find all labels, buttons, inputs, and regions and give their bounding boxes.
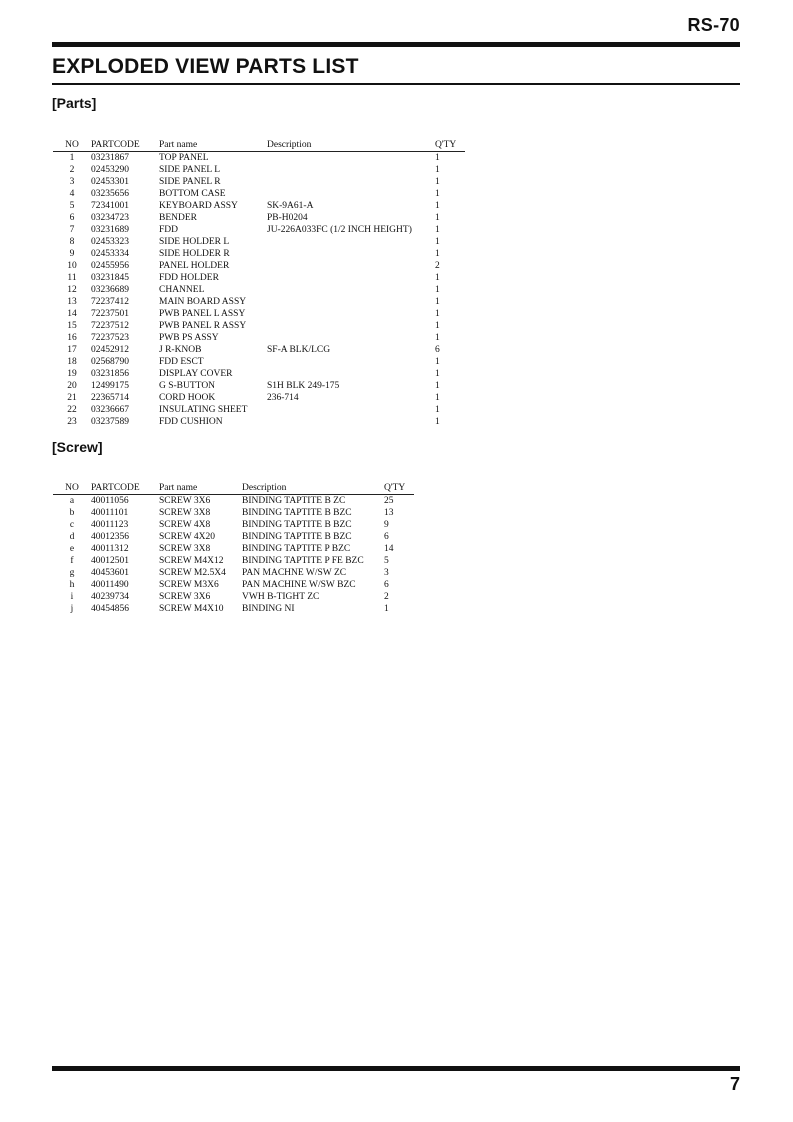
- cell-description: [267, 416, 435, 428]
- table-row: [53, 308, 465, 320]
- cell-partname: FDD HOLDER: [159, 273, 219, 283]
- table-row: [53, 591, 414, 603]
- cell-partcode: 22365714: [91, 393, 129, 403]
- cell-qty: 1: [384, 604, 389, 614]
- cell-qty: 9: [384, 520, 389, 530]
- table-row: [53, 555, 414, 567]
- cell-qty: 1: [435, 369, 440, 379]
- cell-partcode: 03231845: [91, 273, 129, 283]
- screw-table: [53, 482, 414, 615]
- cell-no: a: [69, 496, 75, 506]
- table-row: [53, 188, 465, 200]
- table-row: [53, 543, 414, 555]
- cell-partcode: 02453334: [91, 249, 129, 259]
- cell-partname: CHANNEL: [159, 285, 205, 295]
- cell-description: PB-H0204: [267, 213, 308, 223]
- cell-no: 20: [67, 381, 77, 391]
- table-row: [53, 404, 465, 416]
- cell-no: 11: [67, 273, 77, 283]
- table-row: [53, 368, 465, 380]
- table-row: [53, 164, 465, 176]
- cell-partname: SIDE HOLDER L: [159, 237, 230, 247]
- table-row: [53, 236, 465, 248]
- cell-qty: 1: [435, 213, 440, 223]
- cell-partname: PWB PANEL L ASSY: [159, 309, 246, 319]
- screw-header-row: [53, 482, 414, 495]
- cell-qty: 1: [435, 225, 440, 235]
- cell-no: 18: [67, 357, 77, 367]
- top-rule: [52, 42, 740, 47]
- parts-heading: [Parts]: [52, 95, 97, 111]
- table-row: [53, 531, 414, 543]
- cell-partcode: 02453323: [91, 237, 129, 247]
- cell-description: S1H BLK 249-175: [267, 381, 340, 391]
- cell-no: 1: [69, 153, 75, 163]
- cell-no: 2: [69, 165, 75, 175]
- cell-description: BINDING NI: [242, 604, 295, 614]
- cell-description: BINDING TAPTITE P FE BZC: [242, 556, 364, 566]
- cell-partcode: 40011490: [91, 580, 129, 590]
- cell-no: b: [69, 508, 75, 518]
- cell-no: 8: [69, 237, 75, 247]
- cell-no: 10: [67, 261, 77, 271]
- table-row: [53, 579, 414, 591]
- page-title: EXPLODED VIEW PARTS LIST: [52, 55, 359, 78]
- table-row: [53, 200, 465, 212]
- cell-partname: SCREW 4X8: [159, 520, 211, 530]
- cell-partname: SIDE HOLDER R: [159, 249, 230, 259]
- cell-description: [267, 404, 435, 416]
- cell-partcode: 72237501: [91, 309, 129, 319]
- table-row: [53, 567, 414, 579]
- cell-no: 21: [67, 393, 77, 403]
- table-row: [53, 212, 465, 224]
- parts-header-row: [53, 139, 465, 152]
- table-row: [53, 332, 465, 344]
- model-name: RS-70: [687, 15, 740, 35]
- col-description-header: Description: [267, 140, 312, 150]
- cell-description: BINDING TAPTITE B BZC: [242, 508, 352, 518]
- cell-no: 4: [69, 189, 75, 199]
- cell-partname: G S-BUTTON: [159, 381, 216, 391]
- cell-partcode: 02568790: [91, 357, 129, 367]
- cell-qty: 1: [435, 189, 440, 199]
- cell-no: 17: [67, 345, 77, 355]
- cell-partname: PWB PS ASSY: [159, 333, 219, 343]
- table-row: [53, 320, 465, 332]
- cell-partcode: 72341001: [91, 201, 129, 211]
- cell-description: [267, 368, 435, 380]
- cell-no: 7: [69, 225, 75, 235]
- cell-partcode: 40011056: [91, 496, 129, 506]
- table-row: [53, 380, 465, 392]
- cell-partname: INSULATING SHEET: [159, 405, 248, 415]
- cell-partcode: 40012501: [91, 556, 129, 566]
- cell-partcode: 40011123: [91, 520, 129, 530]
- cell-qty: 2: [384, 592, 389, 602]
- table-row: [53, 224, 465, 236]
- cell-partcode: 03236689: [91, 285, 129, 295]
- cell-description: [267, 308, 435, 320]
- cell-description: [267, 356, 435, 368]
- cell-partcode: 40012356: [91, 532, 129, 542]
- cell-no: 15: [67, 321, 77, 331]
- cell-description: [267, 332, 435, 344]
- cell-qty: 1: [435, 237, 440, 247]
- cell-qty: 1: [435, 309, 440, 319]
- cell-qty: 13: [384, 508, 394, 518]
- table-row: [53, 248, 465, 260]
- cell-qty: 1: [435, 405, 440, 415]
- cell-partcode: 02453301: [91, 177, 129, 187]
- cell-no: e: [69, 544, 75, 554]
- cell-partname: FDD: [159, 225, 179, 235]
- table-row: [53, 272, 465, 284]
- cell-description: VWH B-TIGHT ZC: [242, 592, 320, 602]
- cell-qty: 1: [435, 393, 440, 403]
- cell-description: BINDING TAPTITE B BZC: [242, 532, 352, 542]
- cell-partcode: 03231856: [91, 369, 129, 379]
- title-rule: [52, 83, 740, 85]
- cell-qty: 1: [435, 417, 440, 427]
- cell-no: g: [69, 568, 75, 578]
- parts-table-body: [53, 152, 465, 429]
- table-row: [53, 260, 465, 272]
- cell-partname: PANEL HOLDER: [159, 261, 230, 271]
- cell-partname: FDD ESCT: [159, 357, 204, 367]
- cell-no: 6: [69, 213, 75, 223]
- table-row: [53, 519, 414, 531]
- cell-no: j: [70, 604, 74, 614]
- table-row: [53, 495, 414, 508]
- cell-description: [267, 260, 435, 272]
- cell-partname: TOP PANEL: [159, 153, 209, 163]
- cell-partcode: 72237523: [91, 333, 129, 343]
- cell-partcode: 02452912: [91, 345, 129, 355]
- cell-no: 5: [69, 201, 75, 211]
- cell-qty: 1: [435, 153, 440, 163]
- col-partcode-header: PARTCODE: [91, 483, 140, 493]
- cell-description: [267, 272, 435, 284]
- cell-partname: SIDE PANEL R: [159, 177, 221, 187]
- cell-partcode: 02453290: [91, 165, 129, 175]
- cell-partname: SCREW 3X8: [159, 544, 211, 554]
- cell-partname: SIDE PANEL L: [159, 165, 221, 175]
- cell-qty: 6: [384, 532, 389, 542]
- cell-no: 14: [67, 309, 77, 319]
- cell-description: [267, 248, 435, 260]
- page-number: 7: [729, 1074, 740, 1094]
- table-row: [53, 507, 414, 519]
- cell-no: 3: [69, 177, 75, 187]
- cell-description: SK-9A61-A: [267, 201, 314, 211]
- cell-partname: J R-KNOB: [159, 345, 202, 355]
- cell-no: 22: [67, 405, 77, 415]
- cell-qty: 1: [435, 333, 440, 343]
- cell-partname: SCREW 3X6: [159, 592, 211, 602]
- cell-description: SF-A BLK/LCG: [267, 345, 331, 355]
- bottom-rule: [52, 1066, 740, 1071]
- cell-description: BINDING TAPTITE B BZC: [242, 520, 352, 530]
- cell-description: 236-714: [267, 393, 299, 403]
- cell-qty: 3: [384, 568, 389, 578]
- cell-partname: BOTTOM CASE: [159, 189, 226, 199]
- cell-no: 9: [69, 249, 75, 259]
- col-qty-header: Q'TY: [384, 483, 406, 493]
- cell-description: BINDING TAPTITE P BZC: [242, 544, 351, 554]
- cell-partcode: 03236667: [91, 405, 129, 415]
- cell-partname: BENDER: [159, 213, 197, 223]
- col-partname-header: Part name: [159, 483, 198, 493]
- cell-qty: 1: [435, 297, 440, 307]
- col-qty-header: Q'TY: [435, 140, 457, 150]
- cell-no: 19: [67, 369, 77, 379]
- cell-no: d: [69, 532, 75, 542]
- cell-description: [267, 176, 435, 188]
- cell-partcode: 03237589: [91, 417, 129, 427]
- col-no-header: NO: [65, 140, 79, 150]
- cell-partname: FDD CUSHION: [159, 417, 223, 427]
- cell-partname: SCREW M2.5X4: [159, 568, 226, 578]
- table-row: [53, 356, 465, 368]
- cell-no: 13: [67, 297, 77, 307]
- cell-no: 16: [67, 333, 77, 343]
- screw-heading: [Screw]: [52, 439, 103, 455]
- cell-partname: KEYBOARD ASSY: [159, 201, 238, 211]
- table-row: [53, 603, 414, 615]
- col-partcode-header: PARTCODE: [91, 140, 140, 150]
- cell-partcode: 12499175: [91, 381, 129, 391]
- table-row: [53, 284, 465, 296]
- cell-description: [267, 284, 435, 296]
- cell-description: BINDING TAPTITE B ZC: [242, 496, 346, 506]
- cell-no: 12: [67, 285, 77, 295]
- cell-partcode: 40239734: [91, 592, 129, 602]
- cell-qty: 1: [435, 273, 440, 283]
- cell-description: PAN MACHINE W/SW BZC: [242, 580, 356, 590]
- parts-table: [53, 139, 465, 428]
- cell-partcode: 40011101: [91, 508, 129, 518]
- table-row: [53, 392, 465, 404]
- cell-qty: 1: [435, 357, 440, 367]
- cell-description: PAN MACHNE W/SW ZC: [242, 568, 347, 578]
- cell-no: f: [70, 556, 74, 566]
- cell-partcode: 03234723: [91, 213, 129, 223]
- cell-partname: SCREW 4X20: [159, 532, 216, 542]
- cell-qty: 6: [384, 580, 389, 590]
- cell-qty: 25: [384, 496, 394, 506]
- cell-description: [267, 188, 435, 200]
- cell-qty: 1: [435, 177, 440, 187]
- cell-partname: MAIN BOARD ASSY: [159, 297, 247, 307]
- cell-no: 23: [67, 417, 77, 427]
- cell-no: c: [69, 520, 75, 530]
- cell-description: [267, 164, 435, 176]
- cell-description: [267, 296, 435, 308]
- table-row: [53, 416, 465, 428]
- cell-partname: SCREW M3X6: [159, 580, 219, 590]
- cell-partname: SCREW 3X8: [159, 508, 211, 518]
- table-row: [53, 344, 465, 356]
- cell-partcode: 40453601: [91, 568, 129, 578]
- col-no-header: NO: [65, 483, 79, 493]
- cell-description: [267, 152, 435, 165]
- cell-partname: DISPLAY COVER: [159, 369, 233, 379]
- cell-description: [267, 320, 435, 332]
- cell-partname: CORD HOOK: [159, 393, 216, 403]
- cell-description: JU-226A033FC (1/2 INCH HEIGHT): [267, 225, 412, 235]
- cell-partname: SCREW M4X12: [159, 556, 224, 566]
- cell-qty: 6: [435, 345, 440, 355]
- table-row: [53, 152, 465, 165]
- cell-partcode: 40011312: [91, 544, 129, 554]
- screw-table-body: [53, 495, 414, 616]
- cell-no: h: [69, 580, 75, 590]
- cell-partname: SCREW M4X10: [159, 604, 224, 614]
- cell-qty: 5: [384, 556, 389, 566]
- cell-partcode: 02455956: [91, 261, 129, 271]
- cell-partcode: 72237512: [91, 321, 129, 331]
- cell-qty: 14: [384, 544, 394, 554]
- cell-qty: 1: [435, 381, 440, 391]
- cell-partcode: 03235656: [91, 189, 129, 199]
- cell-partname: PWB PANEL R ASSY: [159, 321, 247, 331]
- cell-qty: 1: [435, 285, 440, 295]
- cell-qty: 1: [435, 165, 440, 175]
- cell-partname: SCREW 3X6: [159, 496, 211, 506]
- cell-partcode: 40454856: [91, 604, 129, 614]
- cell-qty: 1: [435, 201, 440, 211]
- cell-no: i: [70, 592, 74, 602]
- cell-partcode: 72237412: [91, 297, 129, 307]
- table-row: [53, 296, 465, 308]
- cell-description: [267, 236, 435, 248]
- cell-qty: 2: [435, 261, 440, 271]
- col-partname-header: Part name: [159, 140, 198, 150]
- cell-qty: 1: [435, 249, 440, 259]
- cell-qty: 1: [435, 321, 440, 331]
- cell-partcode: 03231867: [91, 153, 129, 163]
- table-row: [53, 176, 465, 188]
- col-description-header: Description: [242, 483, 287, 493]
- cell-partcode: 03231689: [91, 225, 129, 235]
